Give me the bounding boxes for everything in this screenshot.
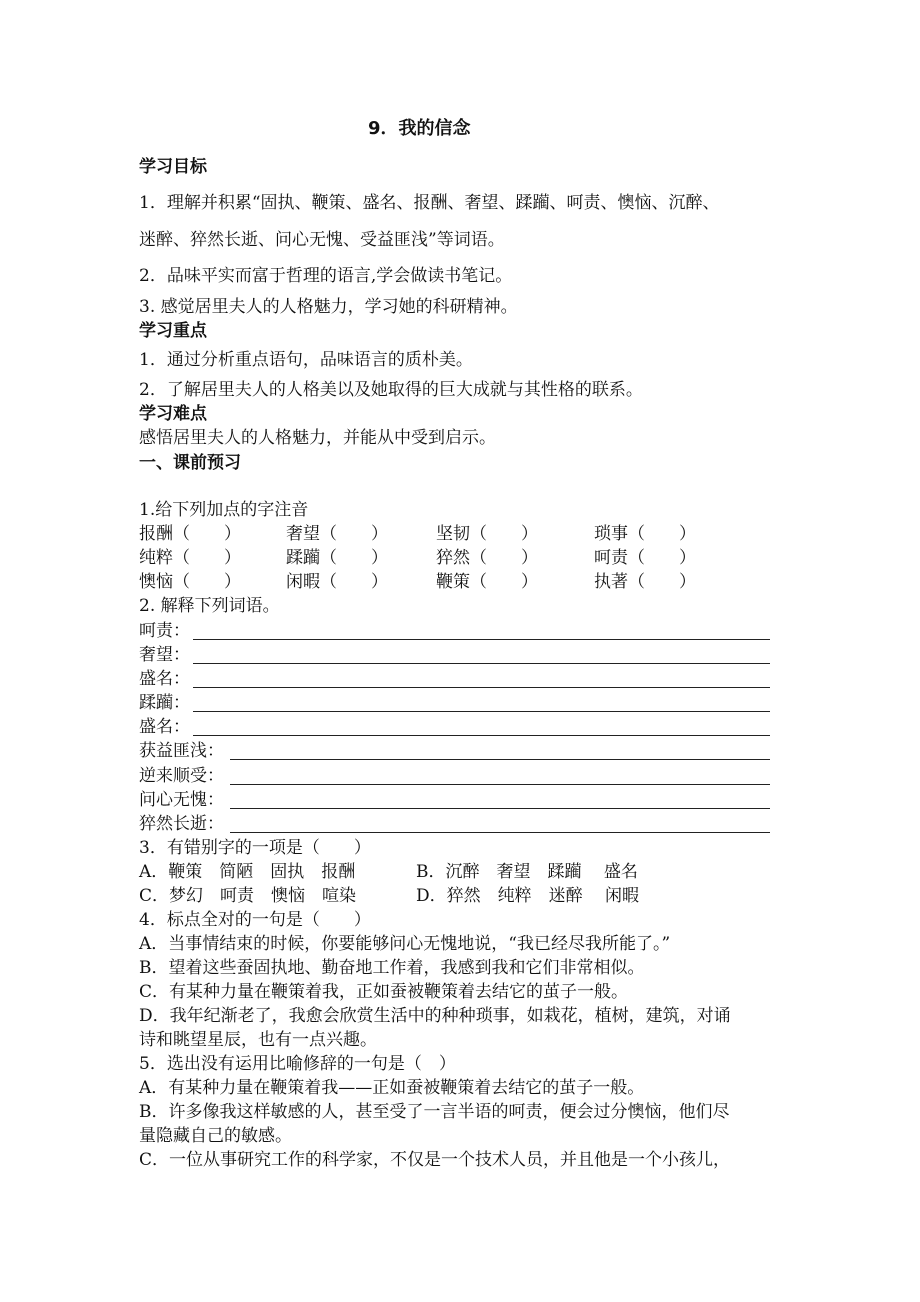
answer-line[interactable] — [193, 687, 770, 688]
pinyin-item: 呵责（ ） — [594, 548, 696, 568]
difficulties-heading: 学习难点 — [139, 404, 207, 424]
answer-line[interactable] — [230, 784, 770, 785]
objective-line: 1．理解并积累“固执、鞭策、盛名、报酬、奢望、蹂躏、呵责、懊恼、沉醉、 — [139, 193, 720, 213]
q3-option-d: D．猝然 纯粹 迷醉 闲暇 — [416, 886, 640, 906]
q5-prompt: 5．选出没有运用比喻修辞的一句是（ ） — [139, 1054, 456, 1074]
answer-line[interactable] — [230, 759, 770, 760]
answer-line[interactable] — [193, 711, 770, 712]
difficulties-text: 感悟居里夫人的人格魅力，并能从中受到启示。 — [139, 428, 496, 448]
q3-option-a: A．鞭策 简陋 固执 报酬 — [139, 862, 356, 882]
objective-line: 3. 感觉居里夫人的人格魅力，学习她的科研精神。 — [139, 297, 518, 317]
term-label: 呵责： — [139, 621, 190, 641]
pinyin-item: 奢望（ ） — [286, 524, 388, 544]
term-label: 蹂躏： — [139, 693, 190, 713]
term-label: 逆来顺受： — [139, 766, 224, 786]
term-label: 问心无愧： — [139, 790, 224, 810]
q4-prompt: 4．标点全对的一句是（ ） — [139, 910, 371, 930]
objective-line: 迷醉、猝然长逝、问心无愧、受益匪浅”等词语。 — [139, 230, 505, 250]
key-point-line: 1．通过分析重点语句，品味语言的质朴美。 — [139, 350, 473, 370]
pinyin-item: 猝然（ ） — [436, 548, 538, 568]
pinyin-item: 琐事（ ） — [594, 524, 696, 544]
q4-option-c: C．有某种力量在鞭策着我，正如蚕被鞭策着去结它的茧子一般。 — [139, 982, 629, 1002]
q4-option-b: B．望着这些蚕固执地、勤奋地工作着，我感到我和它们非常相似。 — [139, 958, 645, 978]
q3-prompt: 3．有错别字的一项是（ ） — [139, 838, 371, 858]
answer-line[interactable] — [230, 808, 770, 809]
q4-option-d: D．我年纪渐老了，我愈会欣赏生活中的种种琐事，如栽花，植树，建筑，对诵 — [139, 1006, 731, 1026]
term-label: 获益匪浅： — [139, 741, 224, 761]
q2-prompt: 2. 解释下列词语。 — [139, 596, 280, 616]
answer-line[interactable] — [193, 663, 770, 664]
term-label: 盛名： — [139, 717, 190, 737]
q5-option-a: A．有某种力量在鞭策着我——正如蚕被鞭策着去结它的茧子一般。 — [139, 1078, 645, 1098]
pinyin-item: 纯粹（ ） — [139, 548, 241, 568]
pinyin-item: 懊恼（ ） — [139, 572, 241, 592]
pinyin-item: 闲暇（ ） — [286, 572, 388, 592]
q3-option-c: C．梦幻 呵责 懊恼 喧染 — [139, 886, 357, 906]
objectives-heading: 学习目标 — [139, 157, 207, 177]
q5-option-b: B．许多像我这样敏感的人，甚至受了一言半语的呵责，便会过分懊恼，他们尽 — [139, 1102, 730, 1122]
term-label: 奢望： — [139, 645, 190, 665]
pinyin-item: 蹂躏（ ） — [286, 548, 388, 568]
key-point-line: 2．了解居里夫人的人格美以及她取得的巨大成就与其性格的联系。 — [139, 380, 643, 400]
answer-line[interactable] — [193, 735, 770, 736]
term-label: 盛名： — [139, 669, 190, 689]
q4-option-a: A．当事情结束的时候，你要能够问心无愧地说，“我已经尽我所能了。” — [139, 934, 671, 954]
q4-option-d-cont: 诗和眺望星辰，也有一点兴趣。 — [139, 1030, 377, 1050]
pinyin-item: 鞭策（ ） — [436, 572, 538, 592]
term-label: 猝然长逝： — [139, 814, 224, 834]
pinyin-item: 坚韧（ ） — [436, 524, 538, 544]
q5-option-b-cont: 量隐藏自己的敏感。 — [139, 1126, 292, 1146]
pinyin-item: 报酬（ ） — [139, 524, 241, 544]
q1-prompt: 1.给下列加点的字注音 — [139, 500, 309, 520]
q3-option-b: B．沉醉 奢望 蹂躏 盛名 — [416, 862, 638, 882]
preview-section-heading: 一、课前预习 — [139, 453, 241, 473]
answer-line[interactable] — [193, 639, 770, 640]
answer-line[interactable] — [230, 832, 770, 833]
pinyin-item: 执著（ ） — [594, 572, 696, 592]
key-points-heading: 学习重点 — [139, 321, 207, 341]
page-title: 9．我的信念 — [368, 118, 471, 139]
q5-option-c: C．一位从事研究工作的科学家，不仅是一个技术人员，并且他是一个小孩儿， — [139, 1150, 731, 1170]
objective-line: 2．品味平实而富于哲理的语言,学会做读书笔记。 — [139, 266, 513, 286]
